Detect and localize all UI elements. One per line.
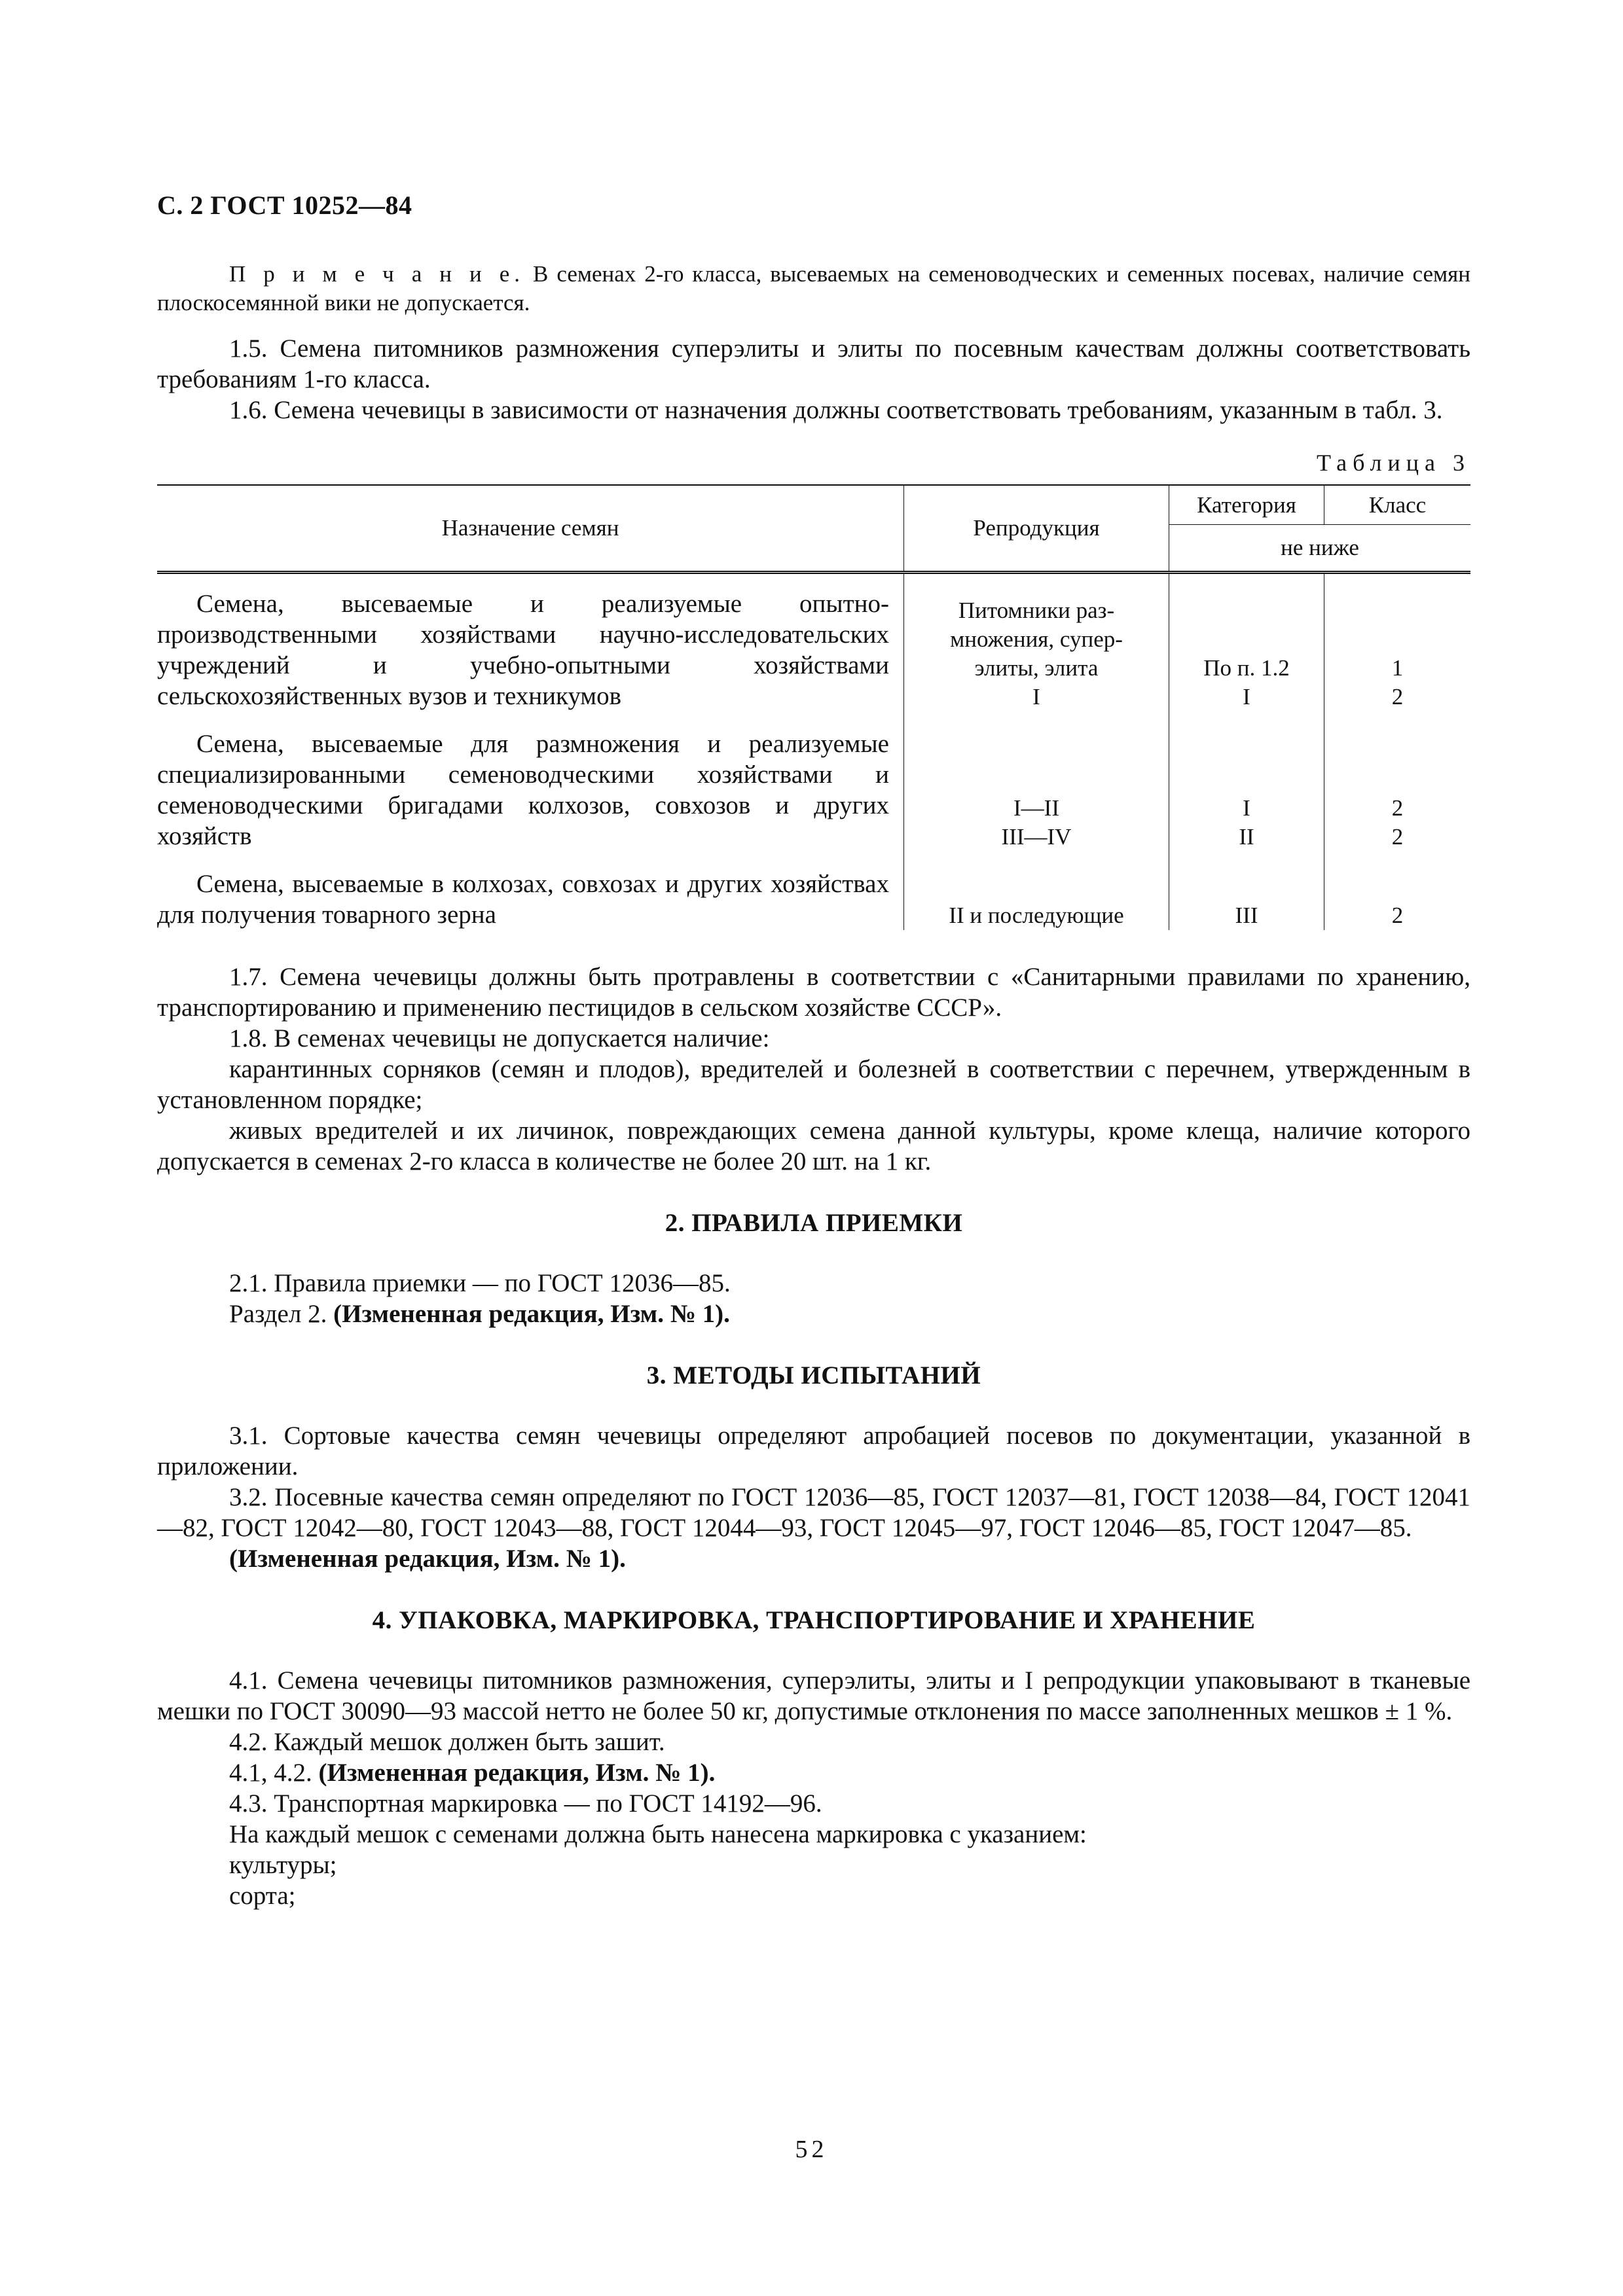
cell-line: II (1239, 824, 1254, 850)
paragraph-4-2: 4.2. Каждый мешок должен быть зашит. (229, 1728, 665, 1756)
cell-line: 2 (1391, 903, 1404, 928)
cell-klass (1324, 711, 1471, 852)
page-number: 52 (795, 2136, 828, 2163)
paragraph-3-2: 3.2. Посевные качества семян определяют по ГОСТ 12036—85, ГОСТ 12037—81, ГОСТ 12038—84, ГОСТ 12041—82, ГОСТ 12042—80, ГОСТ 12043—88, ГОСТ 12044—93, ГОСТ 12045—97, ГОСТ 12046—85, ГОСТ 12047—85. (157, 1483, 1470, 1542)
cell-line: Питомники раз- (958, 598, 1115, 623)
cell-line: III—IV (1001, 824, 1072, 850)
note-text: В семенах 2-го класса, высеваемых на семеноводческих и семенных посевах, наличие семян плоскосемянной вики не допускается. (157, 261, 1470, 315)
paragraph-3-1: 3.1. Сортовые качества семян чечевицы определяют апробацией посевов по документации, указанной в приложении. (157, 1422, 1470, 1480)
paragraph-4-3-b: культуры; (229, 1851, 337, 1879)
amendment-note: (Измененная редакция, Изм. № 1). (318, 1759, 716, 1787)
cell-klass (1324, 573, 1471, 712)
header-reprodukciya: Репродукция (904, 485, 1169, 573)
table-row (157, 852, 1470, 930)
paragraph-4-3-a: На каждый мешок с семенами должна быть нанесена маркировка с указанием: (229, 1820, 1087, 1848)
paragraph-1-6: 1.6. Семена чечевицы в зависимости от назначения должны соответствовать требованиям, указанным в табл. 3. (229, 396, 1443, 424)
header-ne-nizhe: не ниже (1169, 525, 1471, 573)
paragraph-1-5: 1.5. Семена питомников размножения суперэлиты и элиты по посевным качествам должны соответствовать требованиям 1-го класса. (157, 334, 1470, 393)
header-kategoriya: Категория (1169, 485, 1324, 525)
paragraph-4-3: 4.3. Транспортная маркировка — по ГОСТ 14192—96. (229, 1789, 822, 1818)
cell-line: I—II (1013, 795, 1059, 821)
paragraph-1-7: 1.7. Семена чечевицы должны быть протравлены в соответствии с «Санитарными правилами по хранению, транспортированию и применению пестицидов в сельском хозяйстве СССР». (157, 963, 1470, 1022)
cell-kategoriya (1169, 852, 1324, 930)
table-row (157, 573, 1470, 712)
paragraph-4-3-c: сорта; (229, 1882, 296, 1910)
amendment-prefix: Раздел 2. (229, 1300, 334, 1328)
header-klass: Класс (1324, 485, 1471, 525)
cell-line: I (1032, 684, 1040, 709)
table-3 (157, 484, 1470, 930)
cell-line: множения, супер- (950, 626, 1123, 652)
cell-reprodukciya (904, 711, 1169, 852)
amendment-prefix: 4.1, 4.2. (229, 1759, 319, 1787)
cell-naznachenie (157, 852, 904, 930)
paragraph-1-8: 1.8. В семенах чечевицы не допускается наличие: (229, 1024, 770, 1052)
paragraph-4-1: 4.1. Семена чечевицы питомников размножения, суперэлиты, элиты и I репродукции упаковывают в тканевые мешки по ГОСТ 30090—93 массой нетто не более 50 кг, допустимые отклонения по массе заполненных мешков ± 1 %. (157, 1666, 1470, 1725)
paragraph-3-amendment (157, 1543, 1470, 1574)
cell-line: 1 (1391, 655, 1404, 681)
cell-line: III (1235, 903, 1258, 928)
cell-line: По п. 1.2 (1203, 655, 1290, 681)
cell-line: элиты, элита (974, 655, 1099, 681)
cell-line: II и последующие (949, 903, 1124, 928)
cell-text: Семена, высеваемые для размножения и реализуемые специализированными семеноводческими хозяйствами и семеноводческими бригадами колхозов, совхозов и других хозяйств (157, 730, 889, 850)
cell-line: 2 (1391, 795, 1404, 821)
note-paragraph (157, 260, 1470, 317)
amendment-note: (Измененная редакция, Изм. № 1). (229, 1545, 626, 1573)
paragraph-2-amendment (157, 1299, 1470, 1329)
cell-text: Семена, высеваемые и реализуемые опытно-производственными хозяйствами научно-исследовательских учреждений и учебно-опытными хозяйствами сельскохозяйственных вузов и техникумов (157, 590, 889, 710)
paragraph-1-8-b: живых вредителей и их личинок, повреждающих семена данной культуры, кроме клеща, наличие которого допускается в семенах 2-го класса в количестве не более 20 шт. на 1 кг. (157, 1117, 1470, 1175)
table-row (157, 711, 1470, 852)
cell-reprodukciya (904, 573, 1169, 712)
paragraph-4-amendment (157, 1757, 1470, 1788)
page-content (157, 190, 1470, 1911)
cell-naznachenie (157, 711, 904, 852)
paragraph-2-1: 2.1. Правила приемки — по ГОСТ 12036—85. (229, 1269, 731, 1297)
cell-reprodukciya (904, 852, 1169, 930)
amendment-note: (Измененная редакция, Изм. № 1). (333, 1300, 730, 1328)
cell-kategoriya (1169, 711, 1324, 852)
note-label: П р и м е ч а н и е. (229, 261, 525, 287)
cell-text: Семена, высеваемые в колхозах, совхозах и других хозяйствах для получения товарного зерна (157, 870, 889, 929)
section-heading-3: 3. МЕТОДЫ ИСПЫТАНИЙ (646, 1361, 981, 1390)
header-naznachenie: Назначение семян (157, 485, 904, 573)
cell-naznachenie (157, 573, 904, 712)
cell-kategoriya (1169, 573, 1324, 712)
paragraph-1-8-a: карантинных сорняков (семян и плодов), вредителей и болезней в соответствии с перечнем, утвержденным в установленном порядке; (157, 1055, 1470, 1114)
cell-line: I (1243, 684, 1250, 709)
table-caption: Таблица 3 (1317, 450, 1470, 476)
cell-line: 2 (1391, 824, 1404, 850)
section-heading-2: 2. ПРАВИЛА ПРИЕМКИ (665, 1209, 963, 1237)
section-heading-4: 4. УПАКОВКА, МАРКИРОВКА, ТРАНСПОРТИРОВАНИЕ И ХРАНЕНИЕ (372, 1606, 1256, 1634)
cell-line: I (1243, 795, 1250, 821)
cell-klass (1324, 852, 1471, 930)
cell-line: 2 (1391, 684, 1404, 709)
page-header: С. 2 ГОСТ 10252—84 (157, 190, 412, 220)
